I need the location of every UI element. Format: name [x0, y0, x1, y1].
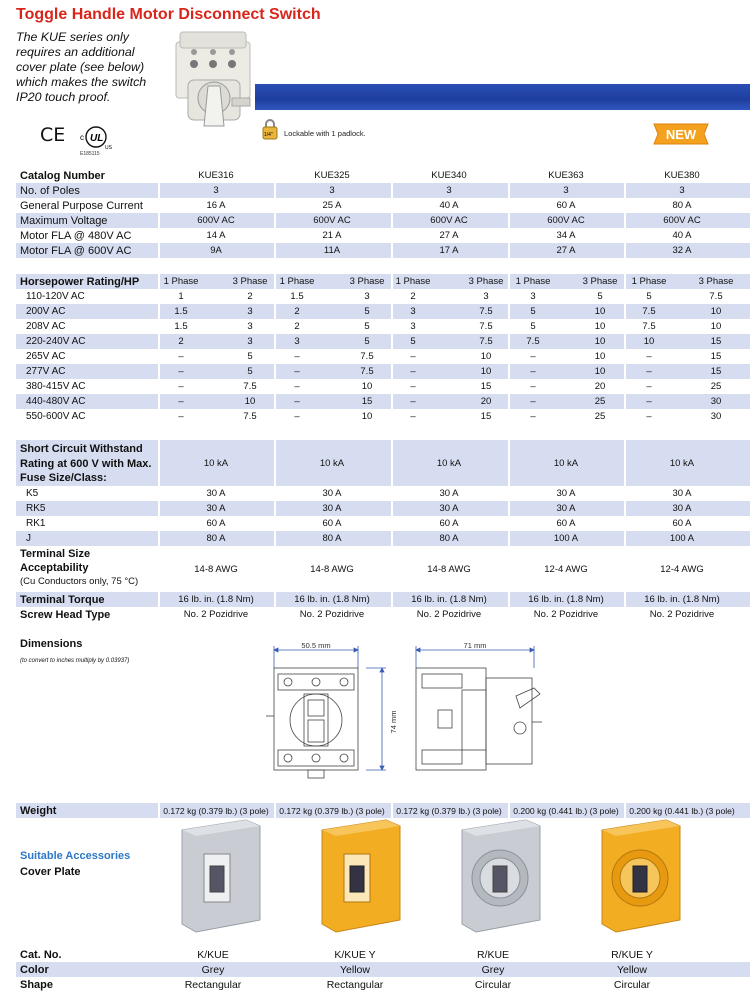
hp-cell: –	[410, 351, 416, 362]
table-cell: 30 A	[322, 488, 342, 499]
weight-cell: 0.172 kg (0.379 lb.) (3 pole)	[396, 805, 502, 816]
ce-mark-icon: CE	[40, 124, 66, 146]
sc-value: 10 kA	[319, 458, 345, 469]
phase-header: 1 Phase	[395, 276, 431, 287]
hp-cell: 10	[594, 366, 606, 377]
table-cell: 25 A	[322, 200, 342, 211]
ul-file-number: E185115	[80, 151, 100, 157]
header-band	[255, 84, 750, 110]
table-cell: 100 A	[553, 533, 579, 544]
terminal-size-cell: 14-8 AWG	[310, 563, 354, 575]
table-cell: 60 A	[556, 518, 576, 529]
sc-value: 10 kA	[203, 458, 229, 469]
dim-front-width: 50.5 mm	[301, 641, 331, 650]
horsepower-row	[16, 364, 750, 379]
table-cell: 16 A	[206, 200, 226, 211]
accessory-cat-row	[16, 947, 750, 962]
catalog-number-row	[16, 168, 750, 183]
hp-cell: –	[178, 396, 184, 407]
hp-cell: –	[410, 396, 416, 407]
torque-cell: 16 lb. in. (1.8 Nm)	[528, 594, 604, 605]
table-cell: 32 A	[672, 245, 692, 256]
hp-cell: 10	[710, 306, 722, 317]
voltage-label: 277V AC	[26, 366, 66, 377]
sc-label-line1: Short Circuit Withstand	[20, 443, 143, 455]
table-cell: 100 A	[669, 533, 695, 544]
hp-cell: 10	[244, 396, 256, 407]
torque-cell: 16 lb. in. (1.8 Nm)	[411, 594, 487, 605]
hp-cell: –	[410, 381, 416, 392]
table-cell: 60 A	[322, 518, 342, 529]
hp-cell: –	[294, 351, 300, 362]
hp-cell: –	[294, 381, 300, 392]
hp-cell: –	[294, 396, 300, 407]
accessory-color-cell: Yellow	[617, 963, 647, 976]
hp-cell: 5	[410, 336, 416, 347]
terminal-torque-row	[16, 592, 750, 607]
hp-cell: –	[530, 366, 536, 377]
model-header: KUE363	[548, 170, 584, 181]
fuse-class-row	[16, 486, 750, 501]
hp-cell: –	[646, 411, 652, 422]
weight-cell: 0.200 kg (0.441 lb.) (3 pole)	[629, 805, 735, 816]
sc-label-line3: Fuse Size/Class:	[20, 472, 107, 484]
terminal-size-line2: Acceptability	[20, 562, 89, 574]
table-cell: 11A	[323, 245, 341, 256]
hp-cell: –	[294, 411, 300, 422]
svg-text:US: US	[105, 145, 112, 151]
accessory-color-row	[16, 962, 750, 977]
spec-row	[16, 228, 750, 243]
catalog-number-label: Catalog Number	[20, 169, 105, 182]
torque-cell: 16 lb. in. (1.8 Nm)	[294, 594, 370, 605]
hp-cell: 10	[594, 306, 606, 317]
hp-cell: 5	[646, 291, 652, 302]
hp-cell: 7.5	[709, 291, 723, 302]
spec-row	[16, 183, 750, 198]
hp-cell: 30	[710, 396, 722, 407]
accessory-shape-cell: Circular	[474, 978, 512, 991]
hp-cell: 10	[361, 411, 373, 422]
hp-cell: 15	[710, 351, 722, 362]
hp-cell: –	[530, 396, 536, 407]
table-cell: 600V AC	[430, 215, 468, 226]
weight-cell: 0.172 kg (0.379 lb.) (3 pole)	[163, 805, 269, 816]
spec-row-label: Motor FLA @ 480V AC	[20, 229, 132, 242]
table-cell: 21 A	[322, 230, 342, 241]
hp-cell: 5	[597, 291, 603, 302]
table-cell: 3	[213, 185, 219, 196]
padlock-note: Lockable with 1 padlock.	[284, 129, 366, 138]
phase-header: 3 Phase	[232, 276, 268, 287]
terminal-size-cell: 12-4 AWG	[660, 563, 704, 575]
horsepower-row	[16, 349, 750, 364]
voltage-label: 220-240V AC	[26, 336, 86, 347]
model-header: KUE325	[314, 170, 350, 181]
fuse-class-label: RK5	[26, 503, 46, 514]
padlock-icon	[262, 118, 278, 140]
sc-value: 10 kA	[553, 458, 579, 469]
hp-cell: 5	[530, 306, 536, 317]
hp-cell: –	[178, 411, 184, 422]
hp-cell: 15	[710, 366, 722, 377]
hp-cell: 10	[480, 351, 492, 362]
hp-cell: 1.5	[174, 321, 188, 332]
hp-cell: –	[646, 381, 652, 392]
page-title: Toggle Handle Motor Disconnect Switch	[16, 6, 321, 23]
hp-cell: 7.5	[642, 321, 656, 332]
table-cell: 80 A	[206, 533, 226, 544]
spec-row-label: General Purpose Current	[20, 199, 143, 212]
hp-cell: 3	[364, 291, 370, 302]
hp-cell: 1	[178, 291, 184, 302]
spec-row-label: Maximum Voltage	[20, 214, 108, 227]
yellow-rectangular-plate-icon	[316, 816, 404, 936]
switch-photo-icon	[168, 28, 260, 140]
screw-cell: No. 2 Pozidrive	[299, 609, 365, 620]
hp-cell: 25	[594, 396, 606, 407]
table-cell: 30 A	[206, 503, 226, 514]
hp-cell: –	[410, 366, 416, 377]
model-header: KUE316	[198, 170, 234, 181]
hp-cell: –	[646, 351, 652, 362]
spec-row-label: No. of Poles	[20, 184, 80, 197]
table-cell: 30 A	[556, 503, 576, 514]
accessory-cat-cell: R/KUE	[476, 948, 510, 961]
hp-cell: 5	[247, 351, 253, 362]
accessories-title: Suitable Accessories	[20, 850, 131, 862]
hp-cell: 3	[530, 291, 536, 302]
accessory-shape-cell: Circular	[613, 978, 651, 991]
fuse-class-row	[16, 501, 750, 516]
voltage-label: 550-600V AC	[26, 411, 86, 422]
table-cell: 9A	[210, 245, 222, 256]
screw-cell: No. 2 Pozidrive	[533, 609, 599, 620]
ul-mark-icon	[80, 124, 114, 152]
hp-cell: 25	[594, 411, 606, 422]
phase-header: 3 Phase	[698, 276, 734, 287]
spec-row	[16, 243, 750, 258]
grey-rectangular-plate-icon	[176, 816, 264, 936]
table-cell: 3	[563, 185, 569, 196]
phase-header: 1 Phase	[279, 276, 315, 287]
hp-cell: 10	[480, 366, 492, 377]
table-cell: 3	[329, 185, 335, 196]
sc-value: 10 kA	[436, 458, 462, 469]
fuse-class-label: RK1	[26, 518, 46, 529]
hp-cell: 7.5	[479, 306, 493, 317]
phase-header: 3 Phase	[582, 276, 618, 287]
fuse-class-row	[16, 516, 750, 531]
table-cell: 30 A	[322, 503, 342, 514]
short-circuit-values	[16, 456, 750, 471]
hp-cell: 5	[364, 306, 370, 317]
table-cell: 40 A	[439, 200, 459, 211]
horsepower-row	[16, 394, 750, 409]
voltage-label: 110-120V AC	[26, 291, 85, 302]
hp-cell: 3	[247, 336, 253, 347]
hp-cell: –	[178, 351, 184, 362]
horsepower-row	[16, 289, 750, 304]
hp-cell: 7.5	[243, 381, 257, 392]
hp-cell: 3	[483, 291, 489, 302]
terminal-size-row	[16, 546, 750, 592]
hp-cell: 10	[361, 381, 373, 392]
table-cell: 30 A	[672, 488, 692, 499]
screw-cell: No. 2 Pozidrive	[416, 609, 482, 620]
horsepower-row	[16, 334, 750, 349]
hp-cell: 3	[247, 306, 253, 317]
table-cell: 17 A	[439, 245, 459, 256]
torque-cell: 16 lb. in. (1.8 Nm)	[644, 594, 720, 605]
horsepower-row	[16, 304, 750, 319]
screw-head-label: Screw Head Type	[20, 608, 111, 621]
hp-cell: 2	[247, 291, 253, 302]
cat-no-label: Cat. No.	[20, 948, 62, 961]
hp-cell: 7.5	[526, 336, 540, 347]
hp-cell: 5	[364, 336, 370, 347]
table-cell: 30 A	[672, 503, 692, 514]
dimensions-title: Dimensions	[20, 638, 83, 650]
hp-cell: 10	[594, 336, 606, 347]
table-cell: 600V AC	[663, 215, 701, 226]
voltage-label: 200V AC	[26, 306, 66, 317]
hp-cell: 2	[410, 291, 416, 302]
hp-cell: –	[178, 381, 184, 392]
hp-cell: –	[294, 366, 300, 377]
hp-cell: –	[530, 411, 536, 422]
table-cell: 3	[679, 185, 685, 196]
shape-label: Shape	[20, 978, 54, 991]
hp-cell: 1.5	[290, 291, 304, 302]
hp-cell: 5	[247, 366, 253, 377]
terminal-torque-label: Terminal Torque	[20, 593, 105, 606]
hp-cell: –	[410, 411, 416, 422]
hp-cell: 2	[294, 306, 300, 317]
grey-circular-plate-icon	[456, 816, 544, 936]
hp-cell: –	[646, 366, 652, 377]
hp-cell: 2	[294, 321, 300, 332]
voltage-label: 440-480V AC	[26, 396, 86, 407]
hp-cell: 1.5	[174, 306, 188, 317]
accessory-shape-row	[16, 977, 750, 992]
hp-cell: 7.5	[360, 366, 374, 377]
hp-cell: –	[530, 351, 536, 362]
screw-head-row	[16, 607, 750, 622]
svg-text:c: c	[80, 133, 84, 142]
horsepower-label: Horsepower Rating/HP	[20, 275, 140, 288]
accessory-cat-cell: K/KUE	[197, 948, 229, 961]
hp-cell: 15	[361, 396, 373, 407]
intro-text: The KUE series only requires an additional cover plate (see below) which makes the switch IP20 touch proof.	[16, 30, 147, 104]
table-cell: 600V AC	[197, 215, 235, 226]
table-cell: 30 A	[206, 488, 226, 499]
accessory-cat-cell: R/KUE Y	[611, 948, 653, 961]
screw-cell: No. 2 Pozidrive	[649, 609, 715, 620]
svg-text:UL: UL	[90, 133, 104, 144]
phase-header: 1 Phase	[631, 276, 667, 287]
table-cell: 600V AC	[313, 215, 351, 226]
hp-cell: 20	[594, 381, 606, 392]
terminal-size-label	[20, 547, 138, 589]
model-header: KUE340	[431, 170, 467, 181]
table-cell: 80 A	[322, 533, 342, 544]
svg-text:1/4": 1/4"	[264, 132, 273, 138]
voltage-label: 380-415V AC	[26, 381, 86, 392]
hp-cell: 10	[643, 336, 655, 347]
weight-cell: 0.172 kg (0.379 lb.) (3 pole)	[279, 805, 385, 816]
hp-cell: 30	[710, 411, 722, 422]
phase-header: 1 Phase	[515, 276, 551, 287]
hp-cell: 5	[530, 321, 536, 332]
fuse-class-label: J	[26, 533, 31, 544]
hp-cell: 3	[247, 321, 253, 332]
hp-cell: 7.5	[479, 336, 493, 347]
hp-cell: 15	[710, 336, 722, 347]
table-cell: 60 A	[206, 518, 226, 529]
accessories-subtitle: Cover Plate	[20, 866, 81, 878]
accessory-color-cell: Yellow	[340, 963, 370, 976]
model-header: KUE380	[664, 170, 700, 181]
table-cell: 80 A	[672, 200, 692, 211]
spec-row-label: Motor FLA @ 600V AC	[20, 244, 132, 257]
table-cell: 600V AC	[547, 215, 585, 226]
dim-side-width: 71 mm	[463, 641, 487, 650]
phase-header: 1 Phase	[163, 276, 199, 287]
terminal-size-cell: 12-4 AWG	[544, 563, 588, 575]
yellow-circular-plate-icon	[596, 816, 684, 936]
accessory-color-cell: Grey	[481, 963, 505, 976]
hp-cell: 7.5	[642, 306, 656, 317]
hp-cell: 15	[480, 381, 492, 392]
sc-label-line2: Rating at 600 V with Max.	[20, 457, 152, 470]
dim-front-height: 74 mm	[389, 710, 398, 734]
table-cell: 3	[446, 185, 452, 196]
table-cell: 40 A	[672, 230, 692, 241]
voltage-label: 265V AC	[26, 351, 66, 362]
accessory-shape-cell: Rectangular	[184, 978, 242, 991]
hp-cell: 7.5	[479, 321, 493, 332]
hp-cell: 7.5	[360, 351, 374, 362]
dimensions-note: (to convert to inches multiply by 0.03937)	[20, 658, 130, 664]
hp-cell: 25	[710, 381, 722, 392]
horsepower-header-row	[16, 274, 750, 289]
new-badge	[650, 120, 712, 148]
table-cell: 34 A	[556, 230, 576, 241]
hp-cell: 10	[594, 321, 606, 332]
hp-cell: 10	[710, 321, 722, 332]
accessory-color-cell: Grey	[201, 963, 225, 976]
accessory-cat-cell: K/KUE Y	[334, 948, 376, 961]
weight-label: Weight	[20, 804, 57, 817]
table-cell: 30 A	[439, 488, 459, 499]
hp-cell: 2	[178, 336, 184, 347]
phase-header: 3 Phase	[468, 276, 504, 287]
hp-cell: 3	[410, 306, 416, 317]
hp-cell: 10	[594, 351, 606, 362]
table-cell: 27 A	[439, 230, 459, 241]
horsepower-row	[16, 319, 750, 334]
accessory-shape-cell: Rectangular	[326, 978, 384, 991]
table-cell: 30 A	[556, 488, 576, 499]
spec-row	[16, 198, 750, 213]
table-cell: 80 A	[439, 533, 459, 544]
table-cell: 30 A	[439, 503, 459, 514]
horsepower-row	[16, 379, 750, 394]
table-cell: 14 A	[206, 230, 226, 241]
voltage-label: 208V AC	[26, 321, 66, 332]
fuse-class-label: K5	[26, 488, 39, 499]
color-label: Color	[20, 963, 49, 976]
table-cell: 27 A	[556, 245, 576, 256]
hp-cell: 20	[480, 396, 492, 407]
terminal-size-line3: (Cu Conductors only, 75 °C)	[20, 576, 139, 587]
hp-cell: –	[530, 381, 536, 392]
spec-row	[16, 213, 750, 228]
hp-cell: 5	[364, 321, 370, 332]
horsepower-row	[16, 409, 750, 424]
weight-cell: 0.200 kg (0.441 lb.) (3 pole)	[513, 805, 619, 816]
hp-cell: –	[178, 366, 184, 377]
phase-header: 3 Phase	[349, 276, 385, 287]
table-cell: 60 A	[672, 518, 692, 529]
dimension-drawing	[258, 638, 558, 788]
hp-cell: 15	[480, 411, 492, 422]
terminal-size-cell: 14-8 AWG	[427, 563, 471, 575]
terminal-size-cell: 14-8 AWG	[194, 563, 238, 575]
hp-cell: 3	[294, 336, 300, 347]
torque-cell: 16 lb. in. (1.8 Nm)	[178, 594, 254, 605]
hp-cell: 7.5	[243, 411, 257, 422]
hp-cell: –	[646, 396, 652, 407]
table-cell: 60 A	[556, 200, 576, 211]
sc-value: 10 kA	[669, 458, 695, 469]
hp-cell: 3	[410, 321, 416, 332]
svg-text:NEW: NEW	[665, 127, 697, 142]
screw-cell: No. 2 Pozidrive	[183, 609, 249, 620]
table-cell: 60 A	[439, 518, 459, 529]
fuse-class-row	[16, 531, 750, 546]
terminal-size-line1: Terminal Size	[20, 548, 91, 560]
